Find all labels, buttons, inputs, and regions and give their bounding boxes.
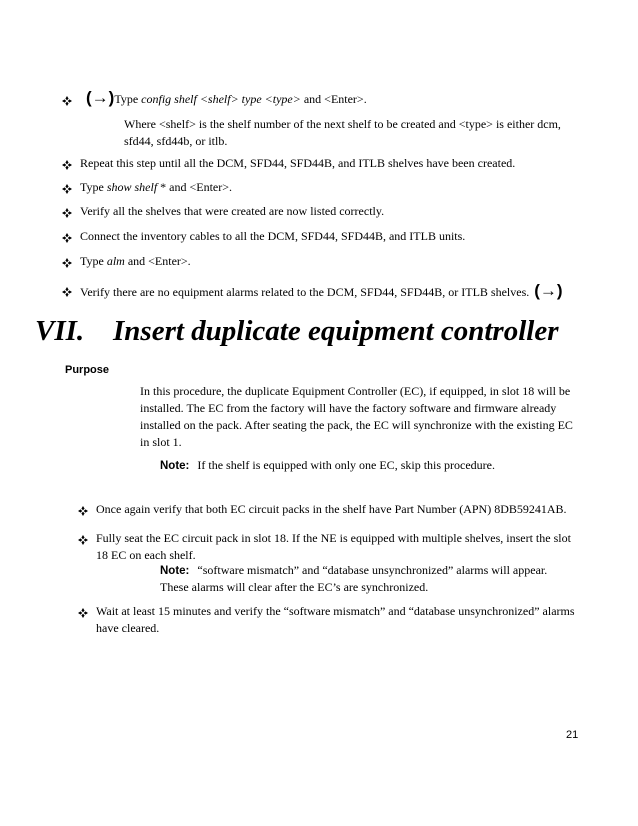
- step-config-shelf: (→)Type config shelf <shelf> type <type> and <Enter>.: [86, 88, 367, 107]
- four-diamond-bullet-icon: [62, 258, 72, 268]
- step-seat-ec: Fully seat the EC circuit pack in slot 18. If the NE is equipped with multiple shelves, insert the slot: [96, 531, 571, 545]
- step-wait-alarms: Wait at least 15 minutes and verify the “software mismatch” and “database unsynchronized” alarms: [96, 604, 575, 618]
- four-diamond-bullet-icon: [62, 287, 72, 297]
- note-label: Note:: [160, 565, 190, 577]
- arrow-marker: (→): [86, 88, 115, 107]
- arrow-marker: (→): [534, 281, 563, 300]
- section-number: VII.: [35, 315, 85, 347]
- four-diamond-bullet-icon: [78, 506, 88, 516]
- step-verify-alarms: Verify there are no equipment alarms related to the DCM, SFD44, SFD44B, or ITLB shelves. (→): [80, 281, 563, 300]
- where-line-1: Where <shelf> is the shelf number of the next shelf to be created and <type> is either dcm,: [124, 117, 561, 131]
- page-number: 21: [566, 729, 579, 741]
- where-line-2: sfd44, sfd44b, or itlb.: [124, 134, 228, 148]
- note-alarms: Note: “software mismatch” and “database unsynchronized” alarms will appear.: [160, 563, 548, 577]
- four-diamond-bullet-icon: [62, 96, 72, 106]
- four-diamond-bullet-icon: [62, 233, 72, 243]
- step-alm: Type alm and <Enter>.: [80, 254, 191, 268]
- section-title: Insert duplicate equipment controller: [113, 315, 559, 347]
- step-wait-alarms-cont: have cleared.: [96, 621, 160, 635]
- purpose-line: installed. The EC from the factory will have the factory software and firmware already: [140, 401, 557, 415]
- purpose-line: in slot 1.: [140, 435, 182, 449]
- section-heading: [35, 313, 625, 349]
- step-verify-shelves: Verify all the shelves that were created are now listed correctly.: [80, 204, 385, 218]
- four-diamond-bullet-icon: [78, 608, 88, 618]
- four-diamond-bullet-icon: [78, 535, 88, 545]
- step-repeat: Repeat this step until all the DCM, SFD44, SFD44B, and ITLB shelves have been created.: [80, 156, 516, 170]
- four-diamond-bullet-icon: [62, 208, 72, 218]
- note-label: Note:: [160, 460, 190, 472]
- command-text: show shelf: [106, 180, 158, 194]
- command-text: config shelf <shelf> type <type>: [141, 92, 301, 106]
- step-verify-part-number: Once again verify that both EC circuit packs in the shelf have Part Number (APN) 8DB59241AB.: [96, 502, 567, 516]
- purpose-line: installed on the pack. After seating the pack, the EC will synchronize with the existing EC: [140, 418, 573, 432]
- command-text: alm: [106, 254, 125, 268]
- step-show-shelf: Type show shelf * and <Enter>.: [80, 180, 233, 194]
- step-connect-cables: Connect the inventory cables to all the DCM, SFD44, SFD44B, and ITLB units.: [80, 229, 466, 243]
- step-seat-ec-cont: 18 EC on each shelf.: [96, 548, 196, 562]
- four-diamond-bullet-icon: [62, 184, 72, 194]
- purpose-label: Purpose: [65, 364, 110, 376]
- note-alarms-cont: These alarms will clear after the EC’s are synchronized.: [160, 580, 429, 594]
- four-diamond-bullet-icon: [62, 160, 72, 170]
- purpose-line: In this procedure, the duplicate Equipment Controller (EC), if equipped, in slot 18 will be: [140, 384, 571, 398]
- note-single-ec: Note: If the shelf is equipped with only one EC, skip this procedure.: [160, 458, 495, 472]
